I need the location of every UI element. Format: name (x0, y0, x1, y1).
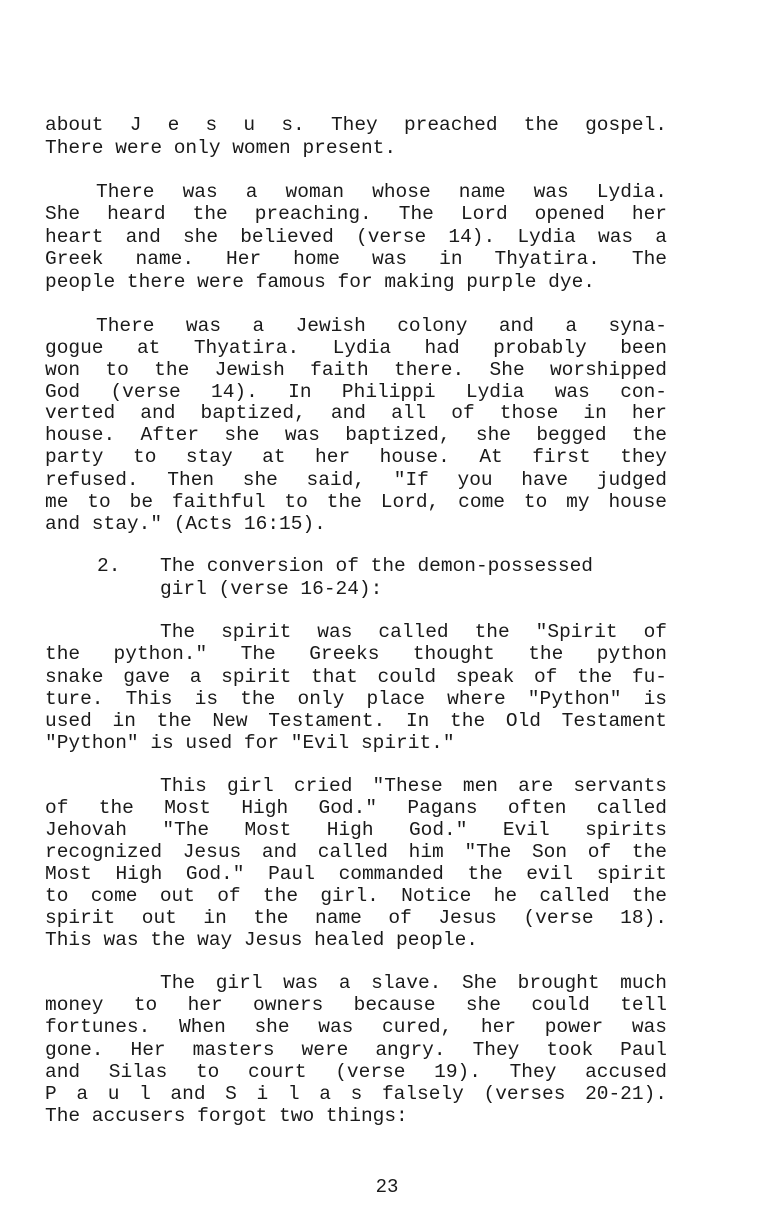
page-number: 23 (375, 1176, 399, 1198)
text-line: to come out of the girl. Notice he called the (45, 885, 667, 907)
text-line: and Silas to court (verse 19). They accused (45, 1061, 667, 1083)
text-line: The accusers forgot two things: (45, 1105, 408, 1127)
text-line: recognized Jesus and called him "The Son of the (45, 841, 667, 863)
text-line: refused. Then she said, "If you have judged (45, 469, 667, 491)
text-line: Greek name. Her home was in Thyatira. The (45, 248, 667, 270)
text-line: There were only women present. (45, 137, 397, 159)
text-line: This girl cried "These men are servants (160, 775, 667, 797)
text-line: This was the way Jesus healed people. (45, 929, 478, 951)
text-line: spirit out in the name of Jesus (verse 18). (45, 907, 667, 929)
text-line: There was a woman whose name was Lydia. (96, 181, 667, 203)
text-line: "Python" is used for "Evil spirit." (45, 732, 455, 754)
section-heading-line: The conversion of the demon-possessed (160, 555, 593, 577)
text-line: There was a Jewish colony and a syna- (96, 315, 667, 337)
text-line: The girl was a slave. She brought much (160, 972, 667, 994)
text-line: God (verse 14). In Philippi Lydia was con- (45, 381, 667, 403)
text-line: people there were famous for making purple dye. (45, 271, 595, 293)
text-line: gogue at Thyatira. Lydia had probably been (45, 337, 667, 359)
text-line: snake gave a spirit that could speak of the fu- (45, 666, 667, 688)
text-line: and stay." (Acts 16:15). (45, 513, 326, 535)
text-line: fortunes. When she was cured, her power was (45, 1016, 667, 1038)
text-line: Jehovah "The Most High God." Evil spirits (45, 819, 667, 841)
section-number: 2. (97, 555, 121, 577)
text-line: verted and baptized, and all of those in her (45, 402, 667, 424)
text-line: used in the New Testament. In the Old Testament (45, 710, 667, 732)
text-line: won to the Jewish faith there. She worshipped (45, 359, 667, 381)
text-line: heart and she believed (verse 14). Lydia was a (45, 226, 667, 248)
text-line: house. After she was baptized, she begged the (45, 424, 667, 446)
text-line: P a u l and S i l a s falsely (verses 20-21). (45, 1083, 667, 1105)
text-line: She heard the preaching. The Lord opened her (45, 203, 667, 225)
text-line: gone. Her masters were angry. They took Paul (45, 1039, 667, 1061)
text-line: ture. This is the only place where "Python" is (45, 688, 667, 710)
text-line: the python." The Greeks thought the python (45, 643, 667, 665)
section-heading-line: girl (verse 16-24): (160, 578, 383, 600)
text-line: Most High God." Paul commanded the evil spirit (45, 863, 667, 885)
text-line: The spirit was called the "Spirit of (160, 621, 667, 643)
text-line: me to be faithful to the Lord, come to my house (45, 491, 667, 513)
text-line: party to stay at her house. At first they (45, 446, 667, 468)
text-line: about J e s u s. They preached the gospel. (45, 114, 667, 136)
text-line: of the Most High God." Pagans often called (45, 797, 667, 819)
text-line: money to her owners because she could tell (45, 994, 667, 1016)
